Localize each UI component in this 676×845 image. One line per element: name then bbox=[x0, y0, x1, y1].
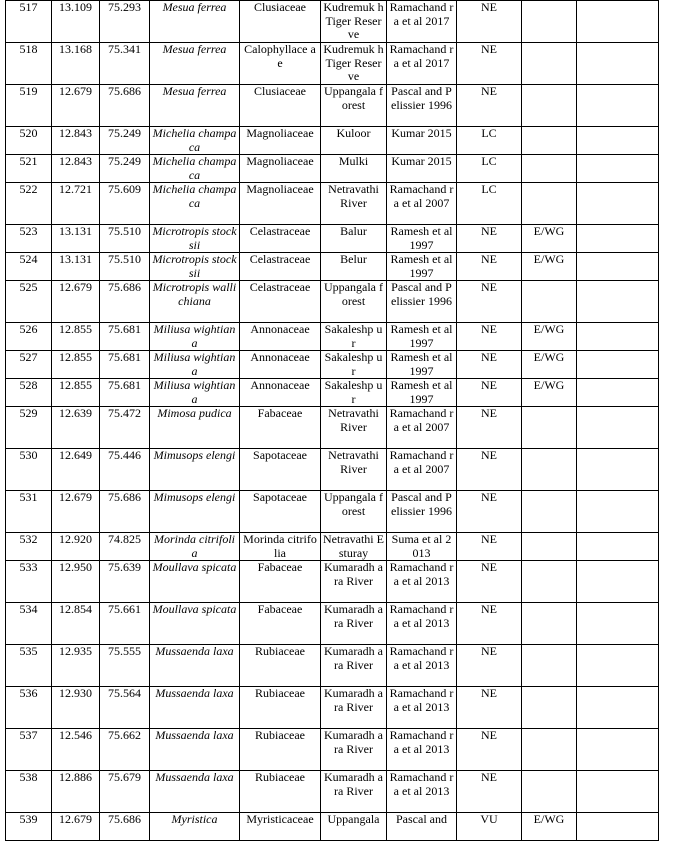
species-records-table bbox=[5, 0, 659, 841]
reference-citation: Pascal and bbox=[387, 813, 457, 841]
iucn-status: VU bbox=[457, 813, 522, 841]
family-name: Clusiaceae bbox=[240, 85, 321, 127]
extra-cell bbox=[577, 253, 659, 281]
latitude: 12.843 bbox=[52, 127, 100, 155]
reference-citation: Ramachand ra et al 2017 bbox=[387, 1, 457, 43]
extra-cell bbox=[577, 323, 659, 351]
location-name: Kumaradh ara River bbox=[321, 771, 387, 813]
species-name: Miliusa wightiana bbox=[150, 351, 240, 379]
latitude: 12.679 bbox=[52, 813, 100, 841]
longitude: 75.679 bbox=[100, 771, 150, 813]
reference-citation: Ramesh et al 1997 bbox=[387, 351, 457, 379]
location-name: Sakaleshp ur bbox=[321, 323, 387, 351]
row-number: 536 bbox=[6, 687, 52, 729]
location-name: Uppangala bbox=[321, 813, 387, 841]
family-name: Rubiaceae bbox=[240, 729, 321, 771]
iucn-status: LC bbox=[457, 183, 522, 225]
iucn-status: NE bbox=[457, 491, 522, 533]
row-number: 534 bbox=[6, 603, 52, 645]
endemic-status: E/WG bbox=[522, 813, 577, 841]
location-name: Kumaradh ara River bbox=[321, 687, 387, 729]
location-name: Netravathi Esturay bbox=[321, 533, 387, 561]
latitude: 12.546 bbox=[52, 729, 100, 771]
endemic-status bbox=[522, 183, 577, 225]
latitude: 12.679 bbox=[52, 281, 100, 323]
family-name: Celastraceae bbox=[240, 225, 321, 253]
endemic-status: E/WG bbox=[522, 351, 577, 379]
table-row bbox=[6, 603, 659, 645]
row-number: 531 bbox=[6, 491, 52, 533]
endemic-status bbox=[522, 561, 577, 603]
table-row bbox=[6, 449, 659, 491]
row-number: 538 bbox=[6, 771, 52, 813]
longitude: 75.472 bbox=[100, 407, 150, 449]
location-name: Kuloor bbox=[321, 127, 387, 155]
endemic-status bbox=[522, 407, 577, 449]
iucn-status: NE bbox=[457, 1, 522, 43]
reference-citation: Ramesh et al 1997 bbox=[387, 253, 457, 281]
extra-cell bbox=[577, 645, 659, 687]
species-name: Mesua ferrea bbox=[150, 1, 240, 43]
latitude: 12.843 bbox=[52, 155, 100, 183]
longitude: 75.686 bbox=[100, 813, 150, 841]
reference-citation: Ramesh et al 1997 bbox=[387, 225, 457, 253]
location-name: Kudremuk h Tiger Reserve bbox=[321, 43, 387, 85]
latitude: 12.649 bbox=[52, 449, 100, 491]
longitude: 75.681 bbox=[100, 323, 150, 351]
row-number: 520 bbox=[6, 127, 52, 155]
location-name: Belur bbox=[321, 253, 387, 281]
table-row bbox=[6, 533, 659, 561]
endemic-status bbox=[522, 127, 577, 155]
extra-cell bbox=[577, 771, 659, 813]
species-name: Miliusa wightiana bbox=[150, 379, 240, 407]
iucn-status: NE bbox=[457, 85, 522, 127]
table-row bbox=[6, 729, 659, 771]
extra-cell bbox=[577, 43, 659, 85]
endemic-status bbox=[522, 281, 577, 323]
endemic-status bbox=[522, 687, 577, 729]
reference-citation: Pascal and Pelissier 1996 bbox=[387, 85, 457, 127]
extra-cell bbox=[577, 603, 659, 645]
longitude: 75.249 bbox=[100, 155, 150, 183]
species-name: Mussaenda laxa bbox=[150, 729, 240, 771]
family-name: Rubiaceae bbox=[240, 771, 321, 813]
longitude: 75.446 bbox=[100, 449, 150, 491]
family-name: Annonaceae bbox=[240, 379, 321, 407]
reference-citation: Ramachand ra et al 2007 bbox=[387, 407, 457, 449]
table-row bbox=[6, 1, 659, 43]
latitude: 12.935 bbox=[52, 645, 100, 687]
endemic-status bbox=[522, 533, 577, 561]
family-name: Celastraceae bbox=[240, 281, 321, 323]
extra-cell bbox=[577, 533, 659, 561]
family-name: Clusiaceae bbox=[240, 1, 321, 43]
location-name: Kudremuk h Tiger Reserve bbox=[321, 1, 387, 43]
row-number: 539 bbox=[6, 813, 52, 841]
row-number: 525 bbox=[6, 281, 52, 323]
iucn-status: NE bbox=[457, 729, 522, 771]
longitude: 75.510 bbox=[100, 225, 150, 253]
family-name: Fabaceae bbox=[240, 561, 321, 603]
longitude: 75.681 bbox=[100, 351, 150, 379]
iucn-status: NE bbox=[457, 225, 522, 253]
latitude: 12.930 bbox=[52, 687, 100, 729]
endemic-status bbox=[522, 155, 577, 183]
longitude: 75.249 bbox=[100, 127, 150, 155]
iucn-status: NE bbox=[457, 603, 522, 645]
table-row bbox=[6, 813, 659, 841]
species-name: Moullava spicata bbox=[150, 603, 240, 645]
species-name: Miliusa wightiana bbox=[150, 323, 240, 351]
endemic-status bbox=[522, 603, 577, 645]
iucn-status: NE bbox=[457, 253, 522, 281]
table-row bbox=[6, 771, 659, 813]
location-name: Sakaleshp ur bbox=[321, 379, 387, 407]
reference-citation: Ramachand ra et al 2013 bbox=[387, 771, 457, 813]
species-name: Microtropis stocksii bbox=[150, 253, 240, 281]
iucn-status: NE bbox=[457, 323, 522, 351]
longitude: 75.686 bbox=[100, 281, 150, 323]
longitude: 74.825 bbox=[100, 533, 150, 561]
species-name: Microtropis wallichiana bbox=[150, 281, 240, 323]
family-name: Magnoliaceae bbox=[240, 155, 321, 183]
reference-citation: Ramesh et al 1997 bbox=[387, 379, 457, 407]
longitude: 75.639 bbox=[100, 561, 150, 603]
latitude: 12.855 bbox=[52, 323, 100, 351]
table-row bbox=[6, 645, 659, 687]
table-row bbox=[6, 351, 659, 379]
latitude: 12.679 bbox=[52, 491, 100, 533]
iucn-status: NE bbox=[457, 771, 522, 813]
row-number: 530 bbox=[6, 449, 52, 491]
extra-cell bbox=[577, 351, 659, 379]
species-name: Microtropis stocksii bbox=[150, 225, 240, 253]
table-row bbox=[6, 379, 659, 407]
longitude: 75.661 bbox=[100, 603, 150, 645]
species-name: Morinda citrifolia bbox=[150, 533, 240, 561]
extra-cell bbox=[577, 1, 659, 43]
location-name: Mulki bbox=[321, 155, 387, 183]
endemic-status bbox=[522, 43, 577, 85]
species-name: Mussaenda laxa bbox=[150, 645, 240, 687]
reference-citation: Ramesh et al 1997 bbox=[387, 323, 457, 351]
species-name: Mesua ferrea bbox=[150, 85, 240, 127]
reference-citation: Ramachand ra et al 2013 bbox=[387, 603, 457, 645]
species-name: Moullava spicata bbox=[150, 561, 240, 603]
table-row bbox=[6, 127, 659, 155]
family-name: Magnoliaceae bbox=[240, 183, 321, 225]
endemic-status bbox=[522, 1, 577, 43]
family-name: Calophyllace ae bbox=[240, 43, 321, 85]
iucn-status: NE bbox=[457, 449, 522, 491]
row-number: 523 bbox=[6, 225, 52, 253]
latitude: 12.950 bbox=[52, 561, 100, 603]
extra-cell bbox=[577, 687, 659, 729]
family-name: Annonaceae bbox=[240, 351, 321, 379]
extra-cell bbox=[577, 183, 659, 225]
latitude: 12.920 bbox=[52, 533, 100, 561]
row-number: 519 bbox=[6, 85, 52, 127]
longitude: 75.341 bbox=[100, 43, 150, 85]
longitude: 75.564 bbox=[100, 687, 150, 729]
location-name: Balur bbox=[321, 225, 387, 253]
reference-citation: Ramachand ra et al 2013 bbox=[387, 561, 457, 603]
iucn-status: NE bbox=[457, 43, 522, 85]
family-name: Celastraceae bbox=[240, 253, 321, 281]
row-number: 522 bbox=[6, 183, 52, 225]
endemic-status bbox=[522, 645, 577, 687]
table-row bbox=[6, 561, 659, 603]
latitude: 13.168 bbox=[52, 43, 100, 85]
table-row bbox=[6, 155, 659, 183]
location-name: Netravathi River bbox=[321, 407, 387, 449]
endemic-status bbox=[522, 85, 577, 127]
table-row bbox=[6, 687, 659, 729]
row-number: 526 bbox=[6, 323, 52, 351]
family-name: Annonaceae bbox=[240, 323, 321, 351]
table-row bbox=[6, 85, 659, 127]
table-row bbox=[6, 407, 659, 449]
iucn-status: NE bbox=[457, 533, 522, 561]
table-row bbox=[6, 43, 659, 85]
latitude: 12.679 bbox=[52, 85, 100, 127]
latitude: 13.109 bbox=[52, 1, 100, 43]
row-number: 535 bbox=[6, 645, 52, 687]
extra-cell bbox=[577, 225, 659, 253]
row-number: 529 bbox=[6, 407, 52, 449]
latitude: 12.886 bbox=[52, 771, 100, 813]
reference-citation: Ramachand ra et al 2007 bbox=[387, 183, 457, 225]
table-body bbox=[6, 1, 659, 841]
reference-citation: Ramachand ra et al 2013 bbox=[387, 729, 457, 771]
species-name: Mimusops elengi bbox=[150, 491, 240, 533]
row-number: 524 bbox=[6, 253, 52, 281]
latitude: 12.855 bbox=[52, 379, 100, 407]
iucn-status: NE bbox=[457, 687, 522, 729]
location-name: Kumaradh ara River bbox=[321, 603, 387, 645]
iucn-status: LC bbox=[457, 155, 522, 183]
location-name: Sakaleshp ur bbox=[321, 351, 387, 379]
species-name: Michelia champaca bbox=[150, 183, 240, 225]
latitude: 13.131 bbox=[52, 253, 100, 281]
extra-cell bbox=[577, 155, 659, 183]
longitude: 75.510 bbox=[100, 253, 150, 281]
extra-cell bbox=[577, 729, 659, 771]
longitude: 75.662 bbox=[100, 729, 150, 771]
row-number: 518 bbox=[6, 43, 52, 85]
reference-citation: Ramachand ra et al 2007 bbox=[387, 449, 457, 491]
reference-citation: Pascal and Pelissier 1996 bbox=[387, 281, 457, 323]
row-number: 532 bbox=[6, 533, 52, 561]
family-name: Myristicaceae bbox=[240, 813, 321, 841]
species-name: Michelia champaca bbox=[150, 155, 240, 183]
latitude: 12.639 bbox=[52, 407, 100, 449]
family-name: Morinda citrifolia bbox=[240, 533, 321, 561]
species-name: Myristica bbox=[150, 813, 240, 841]
reference-citation: Suma et al 2013 bbox=[387, 533, 457, 561]
reference-citation: Pascal and Pelissier 1996 bbox=[387, 491, 457, 533]
reference-citation: Ramachand ra et al 2013 bbox=[387, 687, 457, 729]
family-name: Fabaceae bbox=[240, 407, 321, 449]
row-number: 521 bbox=[6, 155, 52, 183]
iucn-status: NE bbox=[457, 407, 522, 449]
endemic-status: E/WG bbox=[522, 225, 577, 253]
location-name: Netravathi River bbox=[321, 183, 387, 225]
extra-cell bbox=[577, 407, 659, 449]
extra-cell bbox=[577, 281, 659, 323]
extra-cell bbox=[577, 449, 659, 491]
iucn-status: NE bbox=[457, 281, 522, 323]
species-name: Mesua ferrea bbox=[150, 43, 240, 85]
latitude: 12.721 bbox=[52, 183, 100, 225]
table-row bbox=[6, 225, 659, 253]
longitude: 75.293 bbox=[100, 1, 150, 43]
row-number: 517 bbox=[6, 1, 52, 43]
location-name: Kumaradh ara River bbox=[321, 645, 387, 687]
species-name: Mussaenda laxa bbox=[150, 687, 240, 729]
iucn-status: NE bbox=[457, 379, 522, 407]
row-number: 528 bbox=[6, 379, 52, 407]
longitude: 75.555 bbox=[100, 645, 150, 687]
endemic-status: E/WG bbox=[522, 323, 577, 351]
extra-cell bbox=[577, 127, 659, 155]
latitude: 13.131 bbox=[52, 225, 100, 253]
location-name: Netravathi River bbox=[321, 449, 387, 491]
extra-cell bbox=[577, 379, 659, 407]
row-number: 537 bbox=[6, 729, 52, 771]
endemic-status bbox=[522, 449, 577, 491]
extra-cell bbox=[577, 561, 659, 603]
family-name: Rubiaceae bbox=[240, 687, 321, 729]
location-name: Uppangala forest bbox=[321, 281, 387, 323]
family-name: Fabaceae bbox=[240, 603, 321, 645]
table-row bbox=[6, 183, 659, 225]
table-row bbox=[6, 253, 659, 281]
endemic-status: E/WG bbox=[522, 379, 577, 407]
row-number: 527 bbox=[6, 351, 52, 379]
endemic-status bbox=[522, 491, 577, 533]
iucn-status: NE bbox=[457, 561, 522, 603]
family-name: Sapotaceae bbox=[240, 449, 321, 491]
family-name: Sapotaceae bbox=[240, 491, 321, 533]
location-name: Uppangala forest bbox=[321, 85, 387, 127]
reference-citation: Ramachand ra et al 2017 bbox=[387, 43, 457, 85]
iucn-status: LC bbox=[457, 127, 522, 155]
species-name: Mimusops elengi bbox=[150, 449, 240, 491]
longitude: 75.609 bbox=[100, 183, 150, 225]
iucn-status: NE bbox=[457, 645, 522, 687]
table-row bbox=[6, 281, 659, 323]
latitude: 12.855 bbox=[52, 351, 100, 379]
species-name: Mimosa pudica bbox=[150, 407, 240, 449]
reference-citation: Kumar 2015 bbox=[387, 127, 457, 155]
reference-citation: Kumar 2015 bbox=[387, 155, 457, 183]
location-name: Kumaradh ara River bbox=[321, 729, 387, 771]
longitude: 75.686 bbox=[100, 85, 150, 127]
species-name: Michelia champaca bbox=[150, 127, 240, 155]
row-number: 533 bbox=[6, 561, 52, 603]
table-row bbox=[6, 491, 659, 533]
species-name: Mussaenda laxa bbox=[150, 771, 240, 813]
location-name: Uppangala forest bbox=[321, 491, 387, 533]
endemic-status bbox=[522, 729, 577, 771]
family-name: Magnoliaceae bbox=[240, 127, 321, 155]
latitude: 12.854 bbox=[52, 603, 100, 645]
endemic-status: E/WG bbox=[522, 253, 577, 281]
table-row bbox=[6, 323, 659, 351]
reference-citation: Ramachand ra et al 2013 bbox=[387, 645, 457, 687]
longitude: 75.686 bbox=[100, 491, 150, 533]
endemic-status bbox=[522, 771, 577, 813]
iucn-status: NE bbox=[457, 351, 522, 379]
extra-cell bbox=[577, 491, 659, 533]
extra-cell bbox=[577, 813, 659, 841]
location-name: Kumaradh ara River bbox=[321, 561, 387, 603]
family-name: Rubiaceae bbox=[240, 645, 321, 687]
extra-cell bbox=[577, 85, 659, 127]
longitude: 75.681 bbox=[100, 379, 150, 407]
